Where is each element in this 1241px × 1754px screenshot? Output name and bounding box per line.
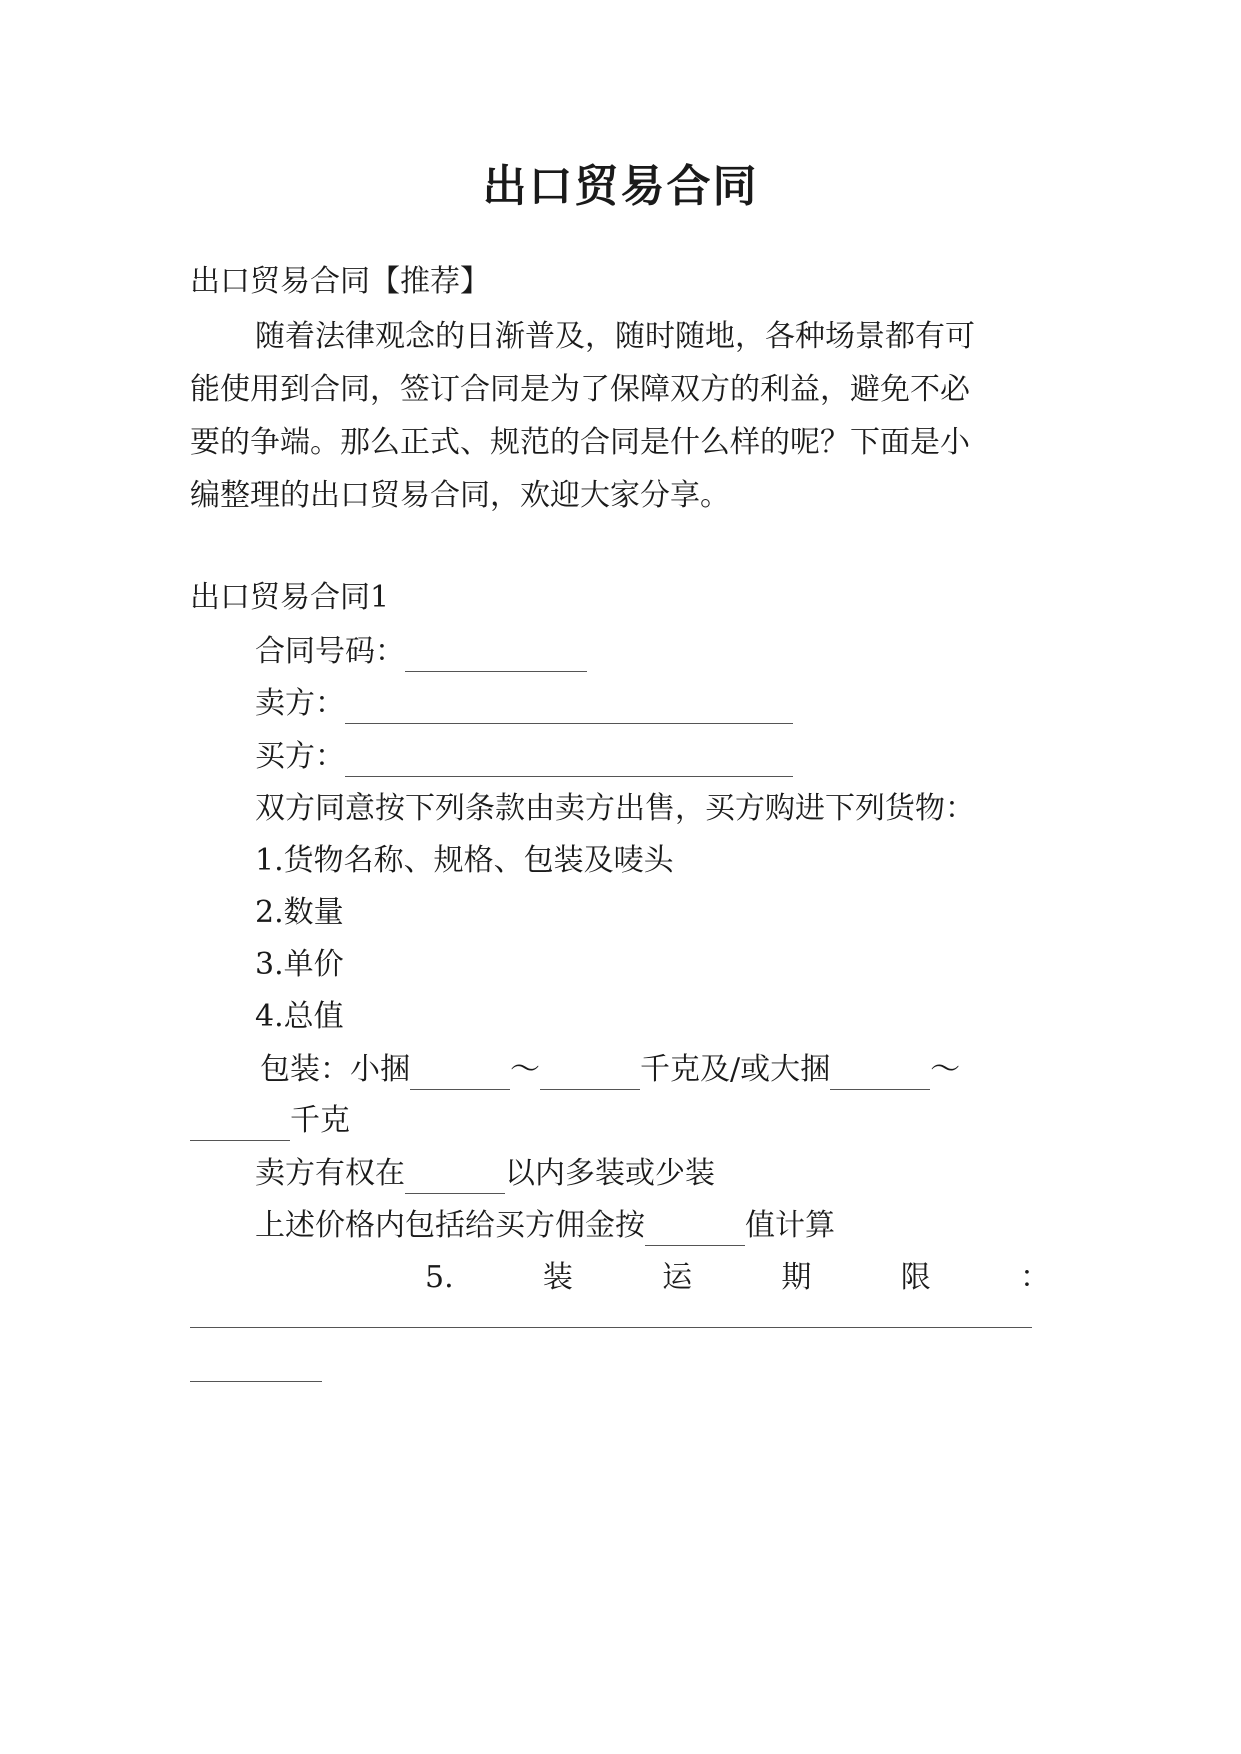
intro-line-4: 编整理的出口贸易合同，欢迎大家分享。 <box>190 478 730 513</box>
agreement-text: 双方同意按下列条款由卖方出售，买方购进下列货物： <box>255 791 975 826</box>
shipment-blank-line-2 <box>190 1381 322 1382</box>
seller-row <box>255 684 793 724</box>
packing-row <box>260 1050 960 1090</box>
intro-line-3: 要的争端。那么正式、规范的合同是什么样的呢？下面是小 <box>190 425 970 460</box>
item-2: 2.数量 <box>255 895 344 930</box>
buyer-row <box>255 737 793 777</box>
packing-large-min-blank <box>830 1059 930 1090</box>
shipment-char-6: ： <box>1019 1260 1050 1295</box>
contract-number-blank <box>405 641 587 672</box>
packing-tilde-2: ～ <box>930 1052 961 1087</box>
commission-row <box>255 1206 835 1246</box>
item-3: 3.单价 <box>255 947 344 982</box>
more-less-after: 以内多装或少装 <box>505 1156 715 1191</box>
packing-continuation-row <box>190 1101 350 1141</box>
buyer-blank <box>345 746 793 777</box>
shipment-char-2: 装 <box>542 1260 573 1295</box>
shipment-blank-line-1 <box>190 1327 1032 1328</box>
contract-1-heading: 出口贸易合同1 <box>190 580 390 615</box>
packing-large-max-blank <box>190 1110 290 1141</box>
commission-before: 上述价格内包括给买方佣金按 <box>255 1208 645 1243</box>
shipment-term-row <box>425 1258 1050 1298</box>
shipment-char-3: 运 <box>662 1260 693 1295</box>
intro-line-2: 能使用到合同，签订合同是为了保障双方的利益，避免不必 <box>190 372 970 407</box>
contract-number-label: 合同号码： <box>255 634 405 669</box>
commission-after: 值计算 <box>745 1208 835 1243</box>
shipment-char-1: 5. <box>425 1260 454 1295</box>
packing-label: 包装：小捆 <box>260 1052 410 1087</box>
packing-small-min-blank <box>410 1059 510 1090</box>
buyer-label: 买方： <box>255 739 345 774</box>
more-less-blank <box>405 1163 505 1194</box>
packing-tilde-1: ～ <box>510 1052 540 1087</box>
shipment-char-5: 限 <box>900 1260 931 1295</box>
document-title: 出口贸易合同 <box>482 161 759 212</box>
item-1: 1.货物名称、规格、包装及唛头 <box>255 843 674 878</box>
more-less-row <box>255 1154 715 1194</box>
item-4: 4.总值 <box>255 999 344 1034</box>
seller-label: 卖方： <box>255 686 345 721</box>
more-less-before: 卖方有权在 <box>255 1156 405 1191</box>
packing-mid-text: 千克及/或大捆 <box>640 1052 831 1087</box>
shipment-char-4: 期 <box>781 1260 812 1295</box>
packing-small-max-blank <box>540 1059 640 1090</box>
intro-line-1: 随着法律观念的日渐普及，随时随地，各种场景都有可 <box>255 319 975 354</box>
packing-unit: 千克 <box>290 1103 350 1138</box>
contract-number-row <box>255 632 587 672</box>
recommended-heading: 出口贸易合同【推荐】 <box>190 264 490 299</box>
seller-blank <box>345 693 793 724</box>
commission-blank <box>645 1215 745 1246</box>
